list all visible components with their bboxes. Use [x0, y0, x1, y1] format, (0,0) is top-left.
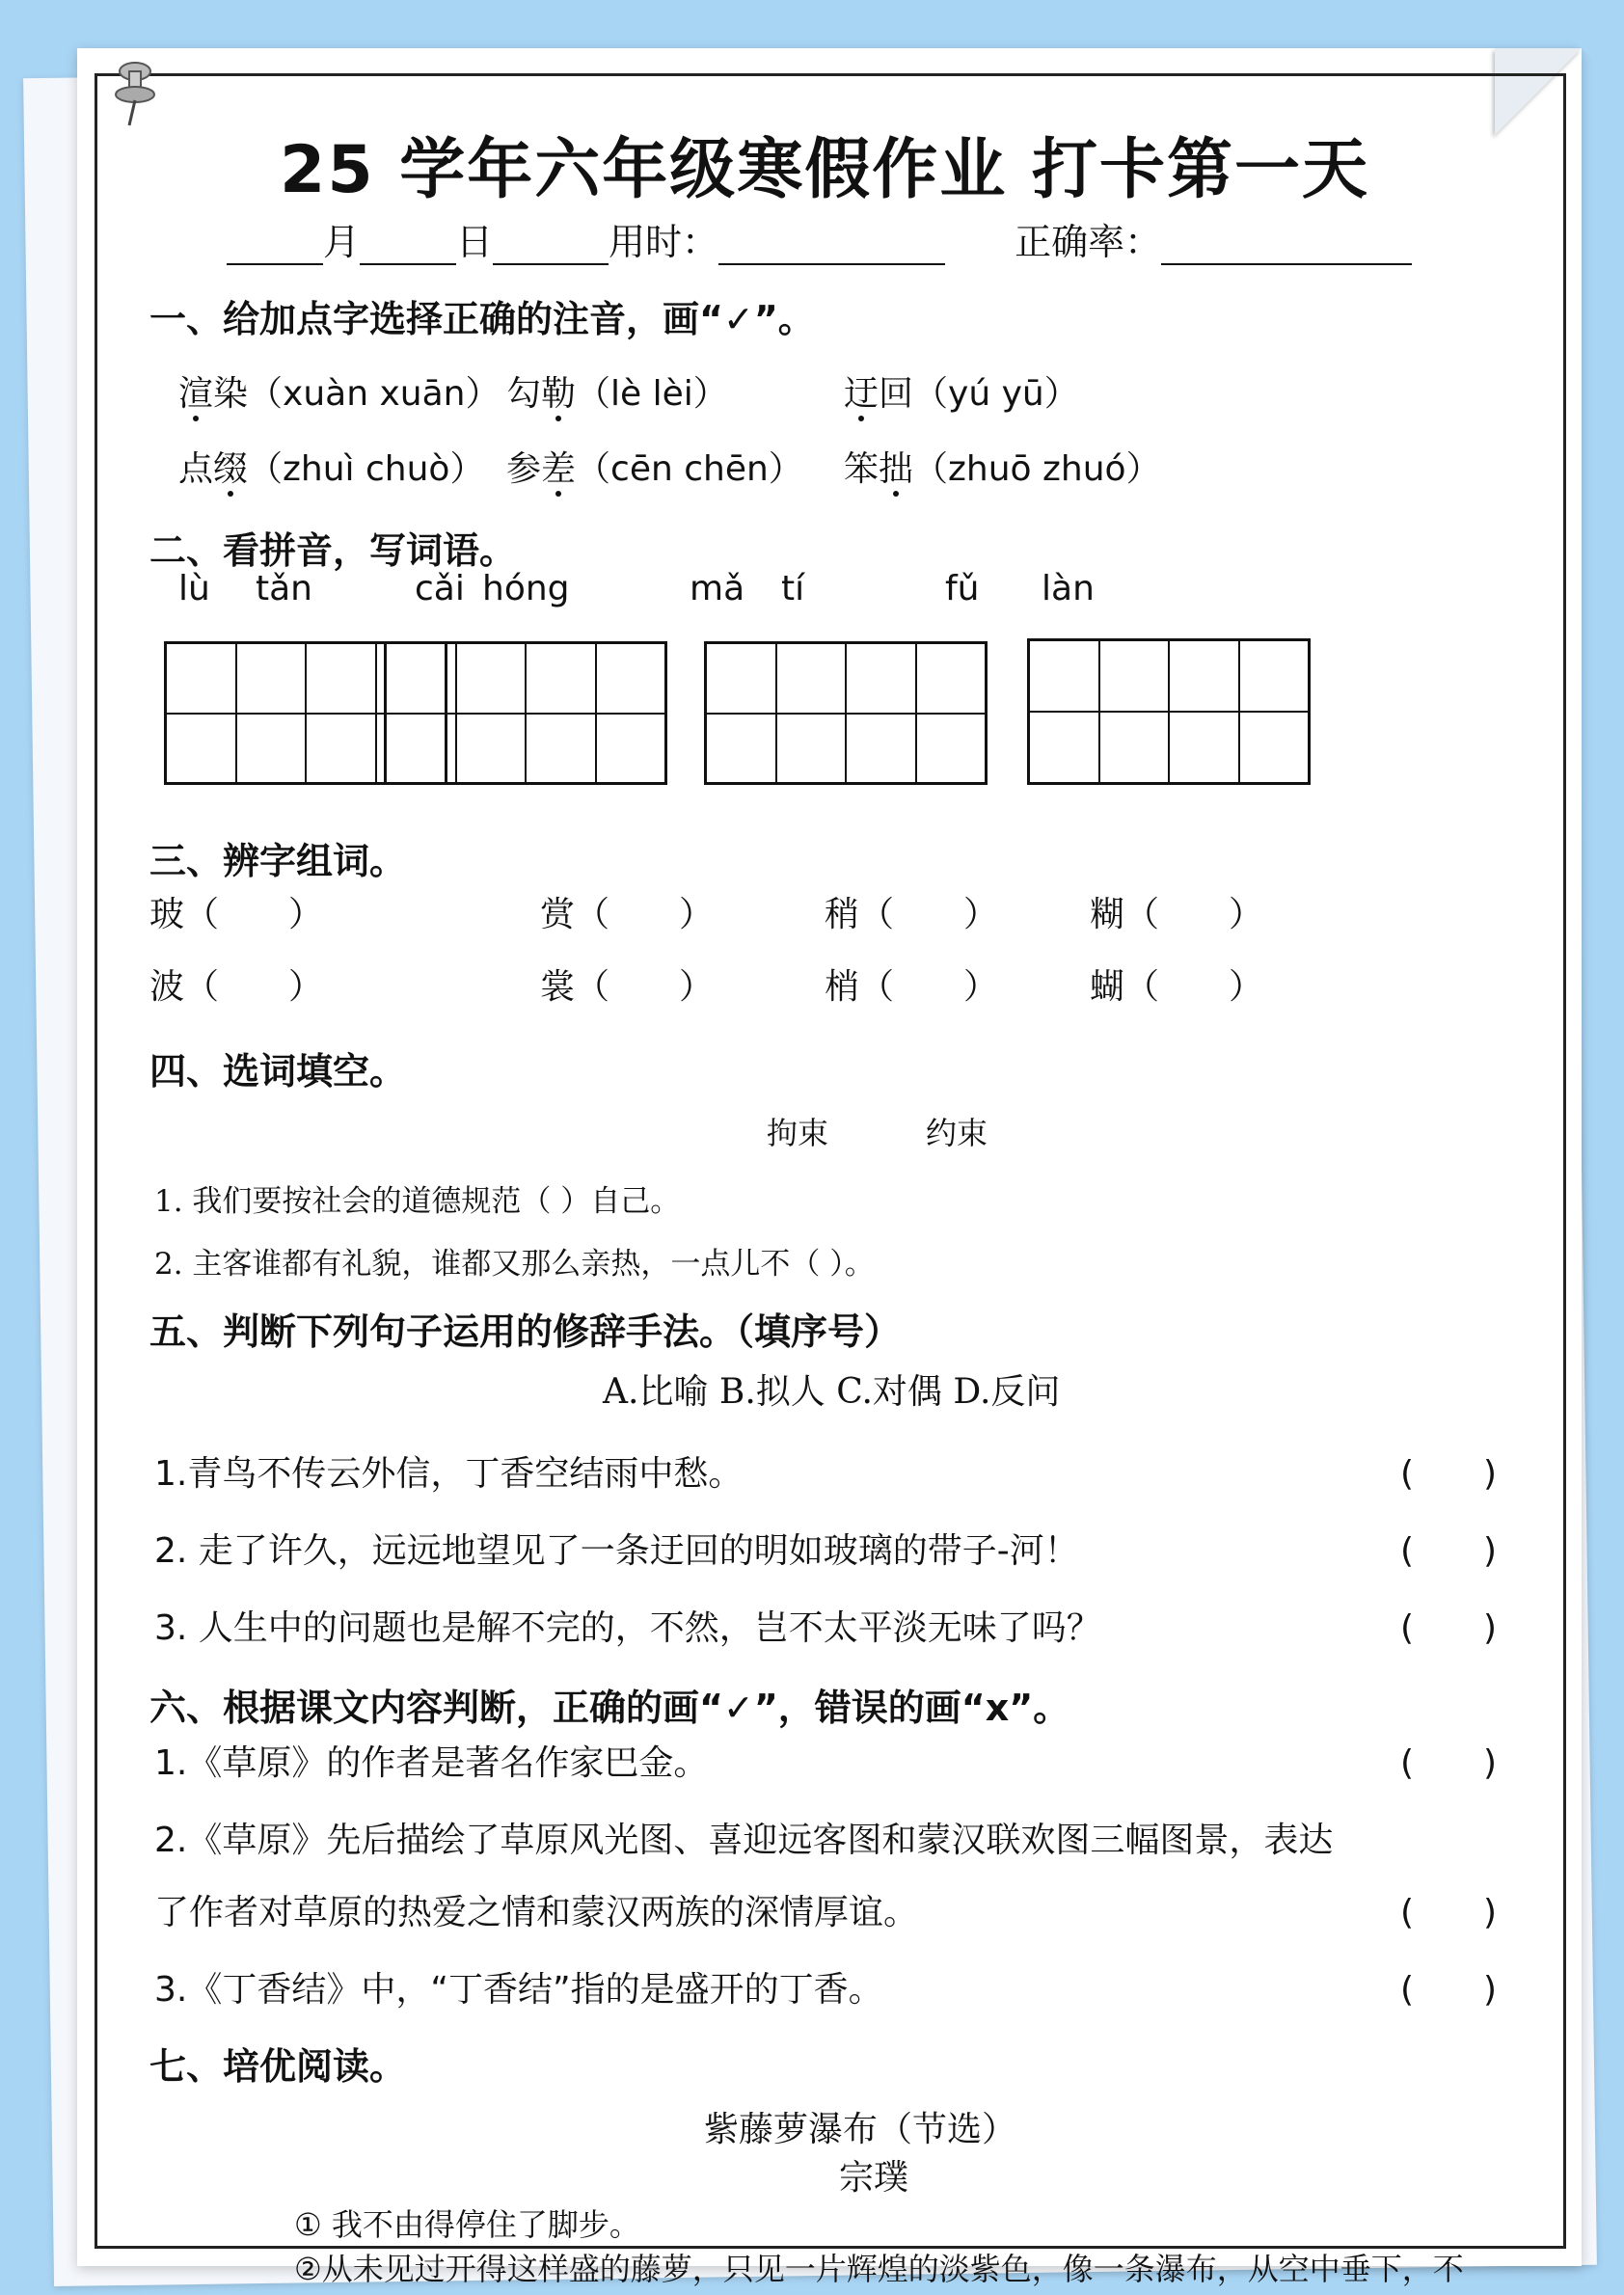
- s3-row2-item-1: 波（ ）: [149, 967, 324, 1007]
- s5-answer-3[interactable]: ( ): [1400, 1608, 1498, 1648]
- s5-question-2: 2. 走了许久，远远地望见了一条迂回的明如玻璃的带子-河！: [154, 1531, 1079, 1571]
- section-3-heading: 三、辨字组词。: [149, 840, 407, 882]
- s6-answer-1[interactable]: ( ): [1400, 1743, 1498, 1783]
- section-2-heading: 二、看拼音，写词语。: [149, 529, 517, 572]
- s1-item-3: 迂回（yú yū）: [844, 374, 1079, 414]
- time-blank[interactable]: [718, 229, 945, 265]
- s5-question-1: 1.青鸟不传云外信，丁香空结雨中愁。: [154, 1454, 744, 1494]
- passage-author: 宗璞: [839, 2158, 909, 2198]
- s1-item-5: 参差（cēn chēn）: [506, 449, 803, 489]
- writing-grid-4[interactable]: [1027, 638, 1311, 785]
- accuracy-label: 正确率：: [1015, 221, 1162, 263]
- worksheet-page: [77, 48, 1582, 2287]
- pinyin-fu: fǔ: [945, 569, 980, 608]
- pinyin-hong: hóng: [482, 569, 570, 608]
- passage-title: 紫藤萝瀑布（节选）: [704, 2110, 1017, 2149]
- s5-question-3: 3. 人生中的问题也是解不完的，不然，岂不太平淡无味了吗？: [154, 1608, 1101, 1648]
- rhetoric-options: A.比喻 B.拟人 C.对偶 D.反问: [603, 1372, 1061, 1412]
- s3-row2-item-3: 梢（ ）: [825, 967, 999, 1007]
- s5-answer-1[interactable]: ( ): [1400, 1454, 1498, 1494]
- meta-line: [227, 212, 1412, 265]
- writing-grid-2[interactable]: [384, 641, 667, 785]
- passage-paragraph-2: ②从未见过开得这样盛的藤萝，只见一片辉煌的淡紫色，像一条瀑布，从空中垂下，不: [294, 2251, 1464, 2287]
- s6-question-2-line-2: 了作者对草原的热爱之情和蒙汉两族的深情厚谊。: [154, 1893, 919, 1932]
- section-6-heading: 六、根据课文内容判断，正确的画“✓”，错误的画“x”。: [149, 1687, 1070, 1729]
- s6-answer-3[interactable]: ( ): [1400, 1970, 1498, 2010]
- month-label: 月: [323, 221, 361, 263]
- time-label: 用时：: [609, 221, 719, 263]
- s4-question-1: 1. 我们要按社会的道德规范（ ）自己。: [154, 1184, 681, 1219]
- s4-question-2: 2. 主客谁都有礼貌，谁都又那么亲热，一点儿不（ ）。: [154, 1247, 875, 1282]
- s1-item-6: 笨拙（zhuō zhuó）: [844, 449, 1161, 489]
- section-7-heading: 七、培优阅读。: [149, 2045, 407, 2088]
- s6-answer-2[interactable]: ( ): [1400, 1893, 1498, 1932]
- extra-blank[interactable]: [493, 229, 609, 265]
- pinyin-cai: cǎi: [415, 569, 465, 608]
- section-5-heading: 五、判断下列句子运用的修辞手法。（填序号）: [149, 1310, 902, 1353]
- section-1-heading: 一、给加点字选择正确的注音，画“✓”。: [149, 298, 815, 340]
- s3-row2-item-4: 蝴（ ）: [1090, 967, 1264, 1007]
- s1-item-2: 勾勒（lè lèi）: [506, 374, 728, 414]
- s3-row1-item-2: 赏（ ）: [540, 895, 715, 934]
- day-label: 日: [456, 221, 494, 263]
- pinyin-lu: lù: [178, 569, 210, 608]
- passage-paragraph-1: ① 我不由得停住了脚步。: [294, 2206, 640, 2243]
- s3-row1-item-3: 稍（ ）: [825, 895, 999, 934]
- pinyin-ma: mǎ: [690, 569, 745, 608]
- s1-item-4: 点缀（zhuì chuò）: [178, 449, 485, 489]
- section-4-heading: 四、选词填空。: [149, 1050, 407, 1093]
- s3-row1-item-1: 玻（ ）: [149, 895, 324, 934]
- page-title: 25 学年六年级寒假作业 打卡第一天: [280, 132, 1369, 208]
- s5-answer-2[interactable]: ( ): [1400, 1531, 1498, 1571]
- s6-question-3: 3.《丁香结》中，“丁香结”指的是盛开的丁香。: [154, 1970, 883, 2010]
- word-option-2: 约束: [926, 1115, 988, 1151]
- pinyin-tan: tǎn: [256, 569, 312, 608]
- s3-row1-item-4: 糊（ ）: [1090, 895, 1264, 934]
- day-blank[interactable]: [360, 229, 456, 265]
- word-option-1: 拘束: [767, 1115, 829, 1151]
- pinyin-ti: tí: [781, 569, 805, 608]
- writing-grid-3[interactable]: [704, 641, 988, 785]
- s3-row2-item-2: 裳（ ）: [540, 967, 715, 1007]
- pinyin-lan: làn: [1042, 569, 1095, 608]
- s6-question-1: 1.《草原》的作者是著名作家巴金。: [154, 1743, 709, 1783]
- s1-item-1: 渲染（xuàn xuān）: [178, 374, 501, 414]
- s6-question-2-line-1: 2.《草原》先后描绘了草原风光图、喜迎远客图和蒙汉联欢图三幅图景，表达: [154, 1821, 1334, 1860]
- month-blank[interactable]: [227, 229, 323, 265]
- accuracy-blank[interactable]: [1161, 229, 1412, 265]
